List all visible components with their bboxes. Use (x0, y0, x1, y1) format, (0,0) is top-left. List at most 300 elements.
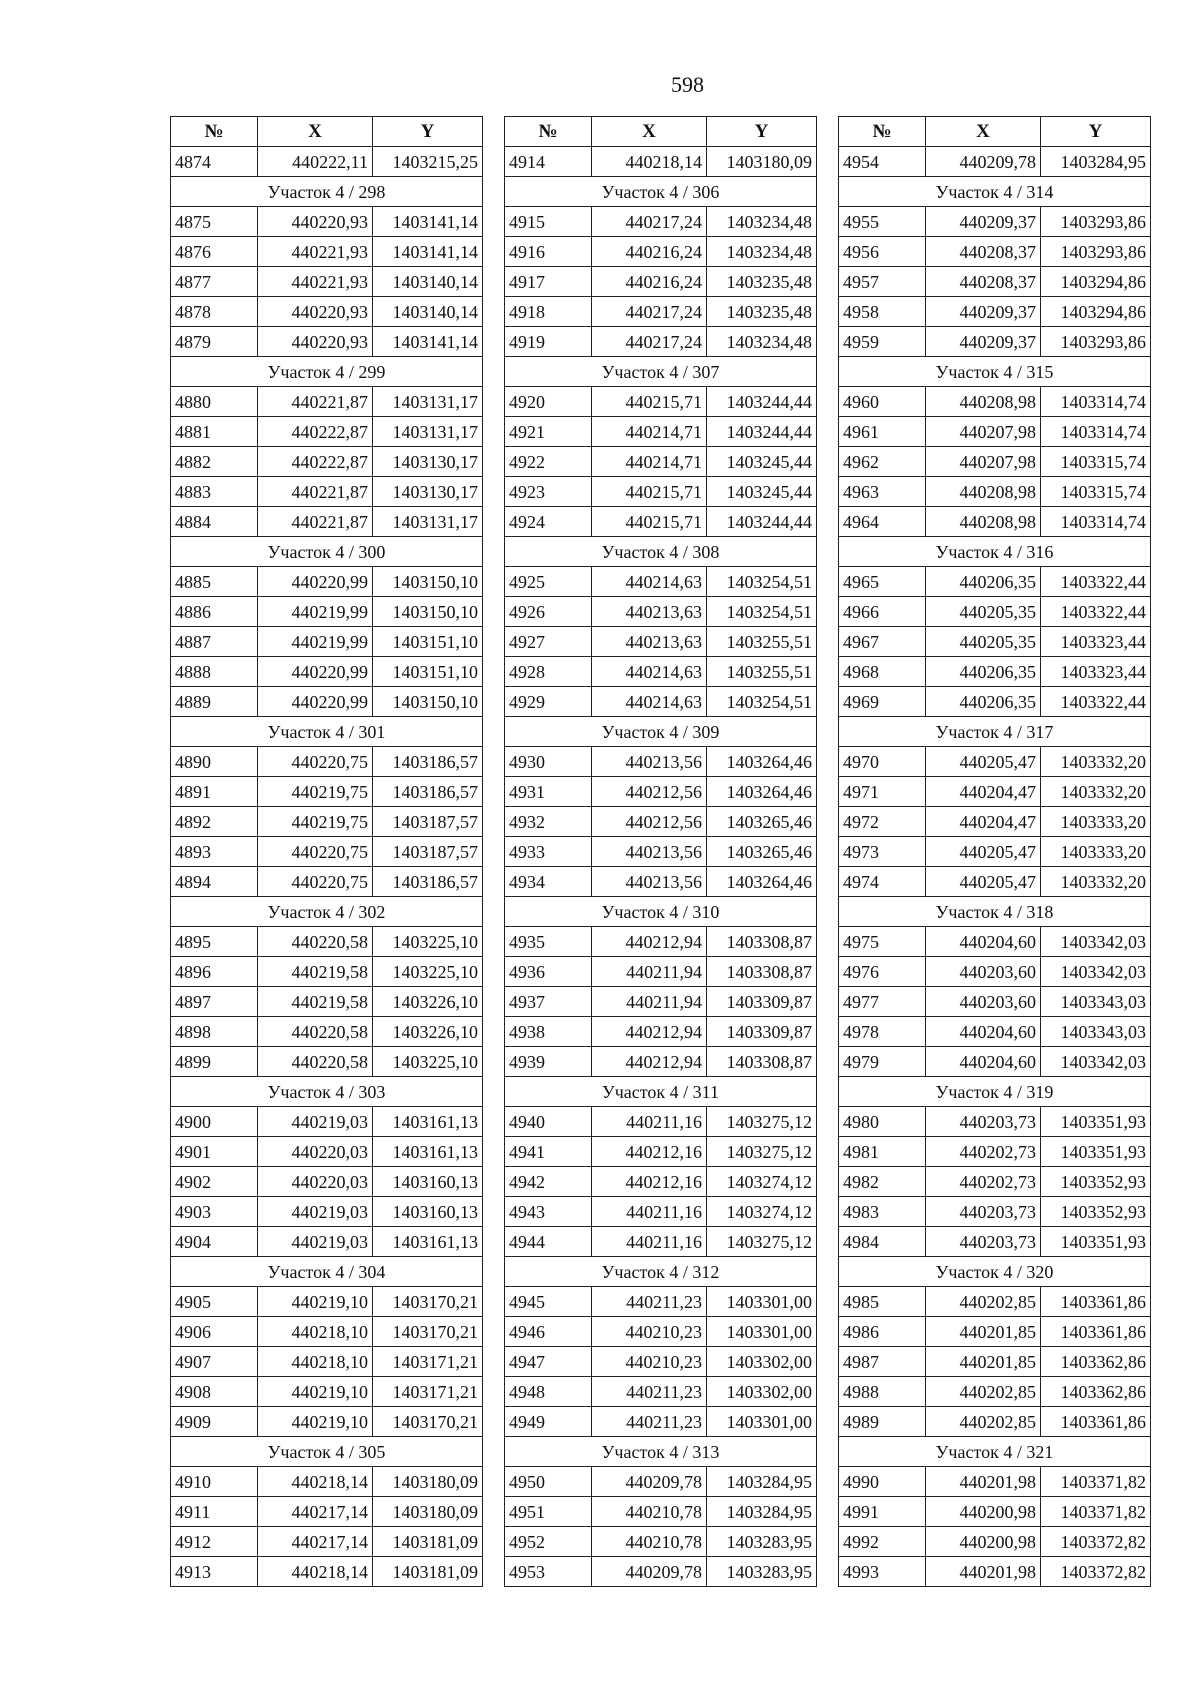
y-coordinate: 1403244,44 (707, 417, 817, 447)
table-row (171, 417, 483, 447)
point-number: 4882 (171, 447, 258, 477)
table-row (505, 1287, 817, 1317)
table-row (505, 837, 817, 867)
x-coordinate: 440206,35 (926, 657, 1041, 687)
x-coordinate: 440202,73 (926, 1167, 1041, 1197)
table-row (839, 417, 1151, 447)
x-coordinate: 440221,93 (258, 237, 373, 267)
point-number: 4929 (505, 687, 592, 717)
x-coordinate: 440220,75 (258, 747, 373, 777)
point-number: 4886 (171, 597, 258, 627)
point-number: 4951 (505, 1497, 592, 1527)
y-coordinate: 1403170,21 (373, 1317, 483, 1347)
table-row (839, 1017, 1151, 1047)
table-row (505, 207, 817, 237)
x-coordinate: 440217,24 (592, 207, 707, 237)
x-coordinate: 440210,23 (592, 1317, 707, 1347)
header-x: X (592, 117, 707, 147)
point-number: 4896 (171, 957, 258, 987)
table-row (171, 1467, 483, 1497)
y-coordinate: 1403284,95 (1041, 147, 1151, 177)
point-number: 4950 (505, 1467, 592, 1497)
point-number: 4974 (839, 867, 926, 897)
table-row (839, 867, 1151, 897)
table-row (839, 267, 1151, 297)
table-row (839, 1407, 1151, 1437)
y-coordinate: 1403254,51 (707, 567, 817, 597)
section-header-row (171, 357, 483, 387)
point-number: 4981 (839, 1137, 926, 1167)
section-label: Участок 4 / 316 (839, 537, 1151, 567)
section-header-row (171, 1257, 483, 1287)
table-row (839, 1347, 1151, 1377)
table-row (839, 447, 1151, 477)
y-coordinate: 1403215,25 (373, 147, 483, 177)
x-coordinate: 440203,60 (926, 957, 1041, 987)
point-number: 4913 (171, 1557, 258, 1587)
x-coordinate: 440204,47 (926, 807, 1041, 837)
x-coordinate: 440214,63 (592, 687, 707, 717)
table-row (839, 507, 1151, 537)
point-number: 4933 (505, 837, 592, 867)
x-coordinate: 440221,87 (258, 477, 373, 507)
point-number: 4881 (171, 417, 258, 447)
x-coordinate: 440220,99 (258, 567, 373, 597)
y-coordinate: 1403265,46 (707, 807, 817, 837)
point-number: 4956 (839, 237, 926, 267)
y-coordinate: 1403275,12 (707, 1227, 817, 1257)
point-number: 4971 (839, 777, 926, 807)
x-coordinate: 440201,85 (926, 1317, 1041, 1347)
table-row (171, 957, 483, 987)
table-row (839, 207, 1151, 237)
x-coordinate: 440219,58 (258, 987, 373, 1017)
y-coordinate: 1403150,10 (373, 687, 483, 717)
header-y: Y (373, 117, 483, 147)
table-row (505, 1227, 817, 1257)
x-coordinate: 440218,14 (258, 1467, 373, 1497)
y-coordinate: 1403130,17 (373, 477, 483, 507)
table-row (171, 1287, 483, 1317)
table-row (171, 1227, 483, 1257)
y-coordinate: 1403160,13 (373, 1167, 483, 1197)
table-row (171, 687, 483, 717)
table-row (839, 1047, 1151, 1077)
point-number: 4964 (839, 507, 926, 537)
x-coordinate: 440220,99 (258, 657, 373, 687)
table-row (839, 387, 1151, 417)
y-coordinate: 1403343,03 (1041, 1017, 1151, 1047)
table-row (171, 1527, 483, 1557)
section-header-row (839, 1257, 1151, 1287)
x-coordinate: 440220,75 (258, 837, 373, 867)
table-row (839, 147, 1151, 177)
point-number: 4877 (171, 267, 258, 297)
point-number: 4910 (171, 1467, 258, 1497)
table-row (839, 777, 1151, 807)
y-coordinate: 1403254,51 (707, 597, 817, 627)
point-number: 4917 (505, 267, 592, 297)
table-row (505, 1527, 817, 1557)
x-coordinate: 440204,47 (926, 777, 1041, 807)
y-coordinate: 1403130,17 (373, 447, 483, 477)
y-coordinate: 1403234,48 (707, 327, 817, 357)
section-label: Участок 4 / 317 (839, 717, 1151, 747)
x-coordinate: 440220,03 (258, 1137, 373, 1167)
table-row (505, 747, 817, 777)
section-label: Участок 4 / 302 (171, 897, 483, 927)
x-coordinate: 440213,63 (592, 597, 707, 627)
point-number: 4930 (505, 747, 592, 777)
point-number: 4921 (505, 417, 592, 447)
point-number: 4967 (839, 627, 926, 657)
y-coordinate: 1403283,95 (707, 1557, 817, 1587)
table-row (839, 1467, 1151, 1497)
x-coordinate: 440218,14 (258, 1557, 373, 1587)
x-coordinate: 440219,75 (258, 777, 373, 807)
point-number: 4945 (505, 1287, 592, 1317)
point-number: 4983 (839, 1197, 926, 1227)
point-number: 4908 (171, 1377, 258, 1407)
y-coordinate: 1403150,10 (373, 597, 483, 627)
x-coordinate: 440206,35 (926, 687, 1041, 717)
point-number: 4889 (171, 687, 258, 717)
table-row (839, 327, 1151, 357)
x-coordinate: 440218,14 (592, 147, 707, 177)
x-coordinate: 440213,56 (592, 867, 707, 897)
point-number: 4946 (505, 1317, 592, 1347)
table-row (171, 747, 483, 777)
table-row (505, 1017, 817, 1047)
coordinates-table-1 (170, 116, 483, 1587)
x-coordinate: 440203,60 (926, 987, 1041, 1017)
section-label: Участок 4 / 320 (839, 1257, 1151, 1287)
point-number: 4884 (171, 507, 258, 537)
x-coordinate: 440211,23 (592, 1377, 707, 1407)
table-row (505, 1047, 817, 1077)
x-coordinate: 440219,58 (258, 957, 373, 987)
section-label: Участок 4 / 308 (505, 537, 817, 567)
y-coordinate: 1403161,13 (373, 1137, 483, 1167)
table-row (505, 507, 817, 537)
y-coordinate: 1403351,93 (1041, 1227, 1151, 1257)
y-coordinate: 1403308,87 (707, 927, 817, 957)
point-number: 4922 (505, 447, 592, 477)
point-number: 4885 (171, 567, 258, 597)
x-coordinate: 440211,23 (592, 1407, 707, 1437)
x-coordinate: 440202,85 (926, 1377, 1041, 1407)
point-number: 4904 (171, 1227, 258, 1257)
x-coordinate: 440205,47 (926, 747, 1041, 777)
table-row (171, 1137, 483, 1167)
table-row (505, 1467, 817, 1497)
table-row (505, 237, 817, 267)
table-row (505, 417, 817, 447)
y-coordinate: 1403264,46 (707, 867, 817, 897)
x-coordinate: 440220,99 (258, 687, 373, 717)
table-row (171, 1047, 483, 1077)
section-label: Участок 4 / 312 (505, 1257, 817, 1287)
x-coordinate: 440204,60 (926, 1017, 1041, 1047)
point-number: 4939 (505, 1047, 592, 1077)
y-coordinate: 1403293,86 (1041, 327, 1151, 357)
point-number: 4892 (171, 807, 258, 837)
section-label: Участок 4 / 300 (171, 537, 483, 567)
table-row (839, 297, 1151, 327)
y-coordinate: 1403323,44 (1041, 657, 1151, 687)
point-number: 4901 (171, 1137, 258, 1167)
y-coordinate: 1403315,74 (1041, 447, 1151, 477)
x-coordinate: 440211,94 (592, 987, 707, 1017)
point-number: 4897 (171, 987, 258, 1017)
y-coordinate: 1403141,14 (373, 207, 483, 237)
point-number: 4948 (505, 1377, 592, 1407)
x-coordinate: 440218,10 (258, 1347, 373, 1377)
x-coordinate: 440214,71 (592, 447, 707, 477)
y-coordinate: 1403160,13 (373, 1197, 483, 1227)
table-row (839, 1227, 1151, 1257)
table-row (505, 1137, 817, 1167)
table-row (505, 957, 817, 987)
x-coordinate: 440220,58 (258, 1047, 373, 1077)
table-row (839, 1497, 1151, 1527)
table-row (505, 1317, 817, 1347)
x-coordinate: 440220,58 (258, 927, 373, 957)
y-coordinate: 1403362,86 (1041, 1377, 1151, 1407)
table-row (839, 1107, 1151, 1137)
section-header-row (171, 1077, 483, 1107)
point-number: 4937 (505, 987, 592, 1017)
y-coordinate: 1403225,10 (373, 1047, 483, 1077)
y-coordinate: 1403315,74 (1041, 477, 1151, 507)
point-number: 4972 (839, 807, 926, 837)
section-header-row (839, 897, 1151, 927)
section-label: Участок 4 / 309 (505, 717, 817, 747)
x-coordinate: 440212,94 (592, 1047, 707, 1077)
x-coordinate: 440219,03 (258, 1107, 373, 1137)
y-coordinate: 1403308,87 (707, 957, 817, 987)
y-coordinate: 1403226,10 (373, 1017, 483, 1047)
x-coordinate: 440211,16 (592, 1227, 707, 1257)
table-row (505, 387, 817, 417)
point-number: 4947 (505, 1347, 592, 1377)
x-coordinate: 440203,73 (926, 1197, 1041, 1227)
table-row (505, 927, 817, 957)
y-coordinate: 1403226,10 (373, 987, 483, 1017)
table-header-row (505, 117, 817, 147)
point-number: 4977 (839, 987, 926, 1017)
point-number: 4954 (839, 147, 926, 177)
y-coordinate: 1403351,93 (1041, 1137, 1151, 1167)
point-number: 4955 (839, 207, 926, 237)
point-number: 4985 (839, 1287, 926, 1317)
section-header-row (505, 177, 817, 207)
y-coordinate: 1403255,51 (707, 627, 817, 657)
x-coordinate: 440204,60 (926, 1047, 1041, 1077)
y-coordinate: 1403140,14 (373, 297, 483, 327)
point-number: 4909 (171, 1407, 258, 1437)
y-coordinate: 1403274,12 (707, 1167, 817, 1197)
table-row (171, 1377, 483, 1407)
x-coordinate: 440209,37 (926, 207, 1041, 237)
table-row (505, 627, 817, 657)
table-row (505, 657, 817, 687)
point-number: 4959 (839, 327, 926, 357)
table-row (171, 1317, 483, 1347)
y-coordinate: 1403150,10 (373, 567, 483, 597)
section-header-row (505, 357, 817, 387)
x-coordinate: 440221,87 (258, 387, 373, 417)
y-coordinate: 1403151,10 (373, 657, 483, 687)
x-coordinate: 440202,73 (926, 1137, 1041, 1167)
table-row (839, 477, 1151, 507)
table-row (505, 987, 817, 1017)
y-coordinate: 1403140,14 (373, 267, 483, 297)
point-number: 4965 (839, 567, 926, 597)
table-row (505, 777, 817, 807)
x-coordinate: 440209,78 (592, 1467, 707, 1497)
y-coordinate: 1403294,86 (1041, 267, 1151, 297)
table-row (171, 987, 483, 1017)
table-row (839, 567, 1151, 597)
x-coordinate: 440217,14 (258, 1497, 373, 1527)
point-number: 4898 (171, 1017, 258, 1047)
table-row (171, 297, 483, 327)
table-row (505, 477, 817, 507)
x-coordinate: 440208,98 (926, 477, 1041, 507)
y-coordinate: 1403234,48 (707, 207, 817, 237)
table-row (171, 867, 483, 897)
point-number: 4890 (171, 747, 258, 777)
table-row (505, 327, 817, 357)
y-coordinate: 1403361,86 (1041, 1287, 1151, 1317)
y-coordinate: 1403225,10 (373, 927, 483, 957)
point-number: 4902 (171, 1167, 258, 1197)
x-coordinate: 440213,56 (592, 837, 707, 867)
point-number: 4949 (505, 1407, 592, 1437)
table-row (839, 1197, 1151, 1227)
section-label: Участок 4 / 306 (505, 177, 817, 207)
y-coordinate: 1403181,09 (373, 1527, 483, 1557)
x-coordinate: 440210,78 (592, 1497, 707, 1527)
header-number: № (505, 117, 592, 147)
point-number: 4925 (505, 567, 592, 597)
y-coordinate: 1403333,20 (1041, 837, 1151, 867)
header-y: Y (707, 117, 817, 147)
y-coordinate: 1403180,09 (373, 1497, 483, 1527)
y-coordinate: 1403186,57 (373, 777, 483, 807)
y-coordinate: 1403131,17 (373, 507, 483, 537)
x-coordinate: 440202,85 (926, 1287, 1041, 1317)
point-number: 4969 (839, 687, 926, 717)
point-number: 4914 (505, 147, 592, 177)
x-coordinate: 440211,23 (592, 1287, 707, 1317)
y-coordinate: 1403170,21 (373, 1407, 483, 1437)
point-number: 4879 (171, 327, 258, 357)
section-label: Участок 4 / 301 (171, 717, 483, 747)
table-row (839, 747, 1151, 777)
y-coordinate: 1403302,00 (707, 1347, 817, 1377)
table-row (505, 1197, 817, 1227)
point-number: 4932 (505, 807, 592, 837)
y-coordinate: 1403314,74 (1041, 417, 1151, 447)
table-row (171, 1107, 483, 1137)
y-coordinate: 1403131,17 (373, 387, 483, 417)
point-number: 4991 (839, 1497, 926, 1527)
table-row (839, 1317, 1151, 1347)
x-coordinate: 440218,10 (258, 1317, 373, 1347)
section-header-row (839, 177, 1151, 207)
x-coordinate: 440220,93 (258, 327, 373, 357)
point-number: 4883 (171, 477, 258, 507)
y-coordinate: 1403161,13 (373, 1227, 483, 1257)
table-row (171, 387, 483, 417)
section-label: Участок 4 / 318 (839, 897, 1151, 927)
table-row (839, 957, 1151, 987)
table-row (171, 567, 483, 597)
point-number: 4963 (839, 477, 926, 507)
point-number: 4915 (505, 207, 592, 237)
table-row (171, 807, 483, 837)
x-coordinate: 440213,56 (592, 747, 707, 777)
y-coordinate: 1403244,44 (707, 507, 817, 537)
y-coordinate: 1403255,51 (707, 657, 817, 687)
point-number: 4989 (839, 1407, 926, 1437)
y-coordinate: 1403141,14 (373, 237, 483, 267)
section-label: Участок 4 / 314 (839, 177, 1151, 207)
y-coordinate: 1403245,44 (707, 447, 817, 477)
page-number: 598 (671, 72, 704, 97)
x-coordinate: 440209,37 (926, 327, 1041, 357)
table-row (505, 567, 817, 597)
y-coordinate: 1403161,13 (373, 1107, 483, 1137)
point-number: 4953 (505, 1557, 592, 1587)
point-number: 4970 (839, 747, 926, 777)
x-coordinate: 440214,63 (592, 657, 707, 687)
point-number: 4874 (171, 147, 258, 177)
point-number: 4891 (171, 777, 258, 807)
table-row (505, 267, 817, 297)
x-coordinate: 440212,94 (592, 927, 707, 957)
table-row (171, 1407, 483, 1437)
point-number: 4966 (839, 597, 926, 627)
point-number: 4905 (171, 1287, 258, 1317)
point-number: 4958 (839, 297, 926, 327)
point-number: 4979 (839, 1047, 926, 1077)
point-number: 4935 (505, 927, 592, 957)
table-row (839, 1137, 1151, 1167)
y-coordinate: 1403322,44 (1041, 687, 1151, 717)
point-number: 4878 (171, 297, 258, 327)
section-label: Участок 4 / 299 (171, 357, 483, 387)
x-coordinate: 440219,99 (258, 627, 373, 657)
y-coordinate: 1403342,03 (1041, 1047, 1151, 1077)
table-row (505, 1377, 817, 1407)
y-coordinate: 1403342,03 (1041, 957, 1151, 987)
x-coordinate: 440211,16 (592, 1197, 707, 1227)
y-coordinate: 1403283,95 (707, 1527, 817, 1557)
x-coordinate: 440219,99 (258, 597, 373, 627)
x-coordinate: 440208,98 (926, 507, 1041, 537)
section-label: Участок 4 / 304 (171, 1257, 483, 1287)
x-coordinate: 440220,93 (258, 207, 373, 237)
x-coordinate: 440214,63 (592, 567, 707, 597)
table-row (839, 1167, 1151, 1197)
point-number: 4980 (839, 1107, 926, 1137)
section-label: Участок 4 / 310 (505, 897, 817, 927)
section-label: Участок 4 / 303 (171, 1077, 483, 1107)
point-number: 4961 (839, 417, 926, 447)
